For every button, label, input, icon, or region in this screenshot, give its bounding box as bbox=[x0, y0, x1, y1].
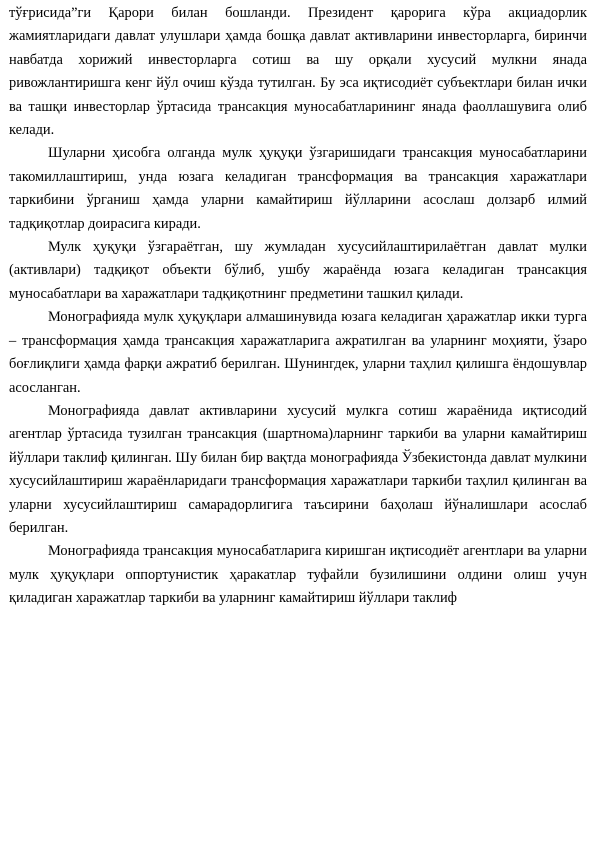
paragraph-relevance: Шуларни ҳисобга олганда мулк ҳуқуқи ўзгаришидаги трансакция муносабатларини такомиллаштириш, унда юзага келадиган трансформация ва трансакция харажатлари таркибини ўрганиш ҳамда уларни камайтириш йўлларини асослаш долзарб илмий тадқиқотлар доирасига киради. bbox=[9, 145, 587, 232]
document-page bbox=[9, 2, 587, 611]
paragraph-object-subject: Мулк ҳуқуқи ўзгараётган, шу жумладан хусусийлаштирилаётган давлат мулки (активлари) тадқиқот объекти бўлиб, ушбу жараёнда юзага келадиган трансакция муносабатлари ва харажатлари тадқиқотнинг предметини ташкил қилади. bbox=[9, 239, 587, 302]
paragraph-opportunism: Монографияда трансакция муносабатларига киришган иқтисодиёт агентлари ва уларни мулк ҳуқуқлари оппортунистик ҳаракатлар туфайли бузилишини олдини олиш учун қиладиган харажатлар таркиби ва уларнинг камайтириш йўллари таклиф bbox=[9, 543, 587, 607]
paragraph-continuation: тўғрисида”ги Қарори билан бошланди. Президент қарорига кўра акциадорлик жамиятларидаги давлат улушлари ҳамда бошқа давлат активларини инвесторларга, биринчи навбатда хорижий инвесторларга сотиш ва шу орқали хусусий мулкни янада ривожлантиришга кенг йўл очиш кўзда тутилган. Бу эса иқтисодиёт субъектлари билан ички ва ташқи инвесторлар ўртасида трансакция муносабатларининг янада фаоллашувига олиб келади. bbox=[9, 5, 587, 139]
paragraph-privatization: Монографияда давлат активларини хусусий мулкга сотиш жараёнида иқтисодий агентлар ўртасида тузилган трансакция (шартнома)ларнинг таркиби ва уларни камайтириш йўллари таклиф қилинган. Шу билан бир вақтда монографияда Ўзбекистонда давлат мулкини хусусийлаштириш жараёнларидаги трансформация харажатлари таркиби таҳлил қилинган ва уларни хусусийлаштириш самарадорлигига таъсирини баҳолаш йўналишлари асослаб берилган. bbox=[9, 402, 587, 536]
paragraph-cost-types: Монографияда мулк ҳуқуқлари алмашинувида юзага келадиган ҳаражатлар икки турга – трансформация ҳамда трансакция харажатларига ажратилган ва уларнинг моҳияти, ўзаро боғлиқлиги ҳамда фарқи ажратиб берилган. Шунингдек, уларни таҳлил қилишга ёндошувлар асосланган. bbox=[9, 309, 587, 396]
